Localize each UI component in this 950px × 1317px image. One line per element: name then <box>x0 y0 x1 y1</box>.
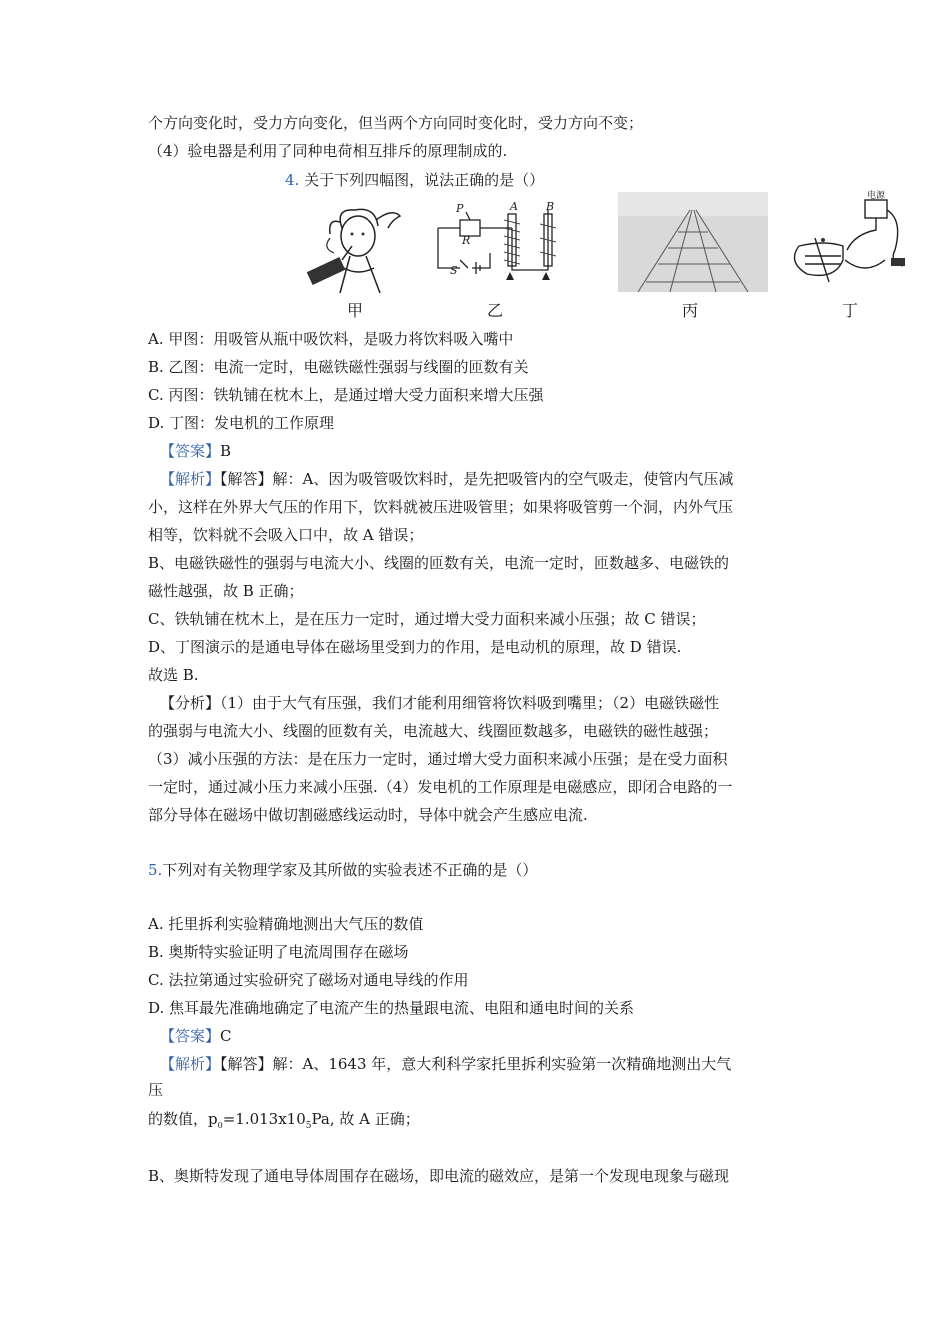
q4-analysis-text-1: 【解答】解：A、因为吸管吸饮料时，是先把吸管内的空气吸走，使管内气压减 <box>220 470 734 488</box>
circuit-label-a: A <box>510 200 518 213</box>
q5-answer-tag: 【答案】 <box>160 1027 221 1045</box>
figure-label-bing: 丙 <box>681 301 698 320</box>
figure-yi <box>430 198 570 288</box>
formula-sup: 5 <box>305 1121 312 1131</box>
q4-question <box>285 170 544 190</box>
formula-mid: =1.013x10 <box>222 1110 306 1128</box>
q4-analysis-line-5: 磁性越强，故 B 正确； <box>148 582 304 600</box>
q5-option-c: C. 法拉第通过实验研究了磁场对通电导线的作用 <box>148 971 469 989</box>
q4-fenxi-line-4: 一定时，通过减小压力来减小压强.（4）发电机的工作原理是电磁感应，即闭合电路的一 <box>148 778 733 796</box>
q5-analysis-line-2: 压 <box>148 1081 164 1099</box>
figure-bing <box>618 192 768 292</box>
q4-analysis-tag: 【解析】 <box>160 470 221 488</box>
formula-post: Pa, 故 A 正确； <box>311 1110 420 1128</box>
q4-fenxi-line-3: （3）减小压强的方法：是在压力一定时，通过增大受力面积来减小压强；是在受力面积 <box>148 750 728 768</box>
q5-option-b: B. 奥斯特实验证明了电流周围存在磁场 <box>148 943 409 961</box>
q4-analysis-line-1 <box>160 469 733 489</box>
q5-answer-value: C <box>220 1027 232 1045</box>
q5-analysis-last-line: B、奥斯特发现了通电导体周围存在磁场，即电流的磁效应，是第一个发现电现象与磁现 <box>148 1167 730 1185</box>
q4-option-a: A. 甲图：用吸管从瓶中吸饮料，是吸力将饮料吸入嘴中 <box>148 330 514 348</box>
q4-question-text: 关于下列四幅图，说法正确的是（） <box>304 171 545 189</box>
q4-analysis-line-3: 相等，饮料就不会吸入口中，故 A 错误； <box>148 526 424 544</box>
q4-fenxi-line-2: 的强弱与电流大小、线圈的匝数有关，电流越大、线圈匝数越多，电磁铁的磁性越强； <box>148 722 719 740</box>
circuit-label-s: S <box>450 264 458 277</box>
formula-pre: 的数值，p <box>148 1110 218 1128</box>
prev-line-2: （4）验电器是利用了同种电荷相互排斥的原理制成的. <box>148 142 508 160</box>
q4-analysis-line-7: D、丁图演示的是通电导体在磁场里受到力的作用，是电动机的原理，故 D 错误. <box>148 638 682 656</box>
q4-option-d: D. 丁图：发电机的工作原理 <box>148 414 335 432</box>
q5-analysis-tag: 【解析】 <box>160 1055 221 1073</box>
q5-question-text: 下列对有关物理学家及其所做的实验表述不正确的是（） <box>162 861 538 879</box>
q4-answer-tag: 【答案】 <box>160 442 221 460</box>
figure-label-ding: 丁 <box>841 301 858 320</box>
q4-analysis-line-4: B、电磁铁磁性的强弱与电流大小、线圈的匝数有关，电流一定时，匝数越多、电磁铁的 <box>148 554 730 572</box>
q4-answer <box>160 441 231 461</box>
formula-sub: 0 <box>217 1121 223 1130</box>
q5-answer <box>160 1026 232 1046</box>
q4-option-c: C. 丙图：铁轨铺在枕木上，是通过增大受力面积来增大压强 <box>148 386 544 404</box>
q5-question <box>148 860 537 880</box>
q4-number: 4. <box>285 171 300 189</box>
q4-analysis-line-2: 小，这样在外界大气压的作用下，饮料就被压进吸管里；如果将吸管剪一个洞，内外气压 <box>148 498 734 516</box>
q4-option-b: B. 乙图：电流一定时，电磁铁磁性强弱与线圈的匝数有关 <box>148 358 529 376</box>
prev-line-1: 个方向变化时，受力方向变化，但当两个方向同时变化时，受力方向不变； <box>148 114 644 132</box>
q4-analysis-line-8: 故选 B. <box>148 666 199 684</box>
q5-analysis-line-1 <box>160 1054 731 1074</box>
circuit-label-p: P <box>456 202 464 215</box>
q5-formula-line <box>148 1109 420 1136</box>
q4-analysis-line-6: C、铁轨铺在枕木上，是在压力一定时，通过增大受力面积来减小压强；故 C 错误； <box>148 610 706 628</box>
q5-option-a: A. 托里拆利实验精确地测出大气压的数值 <box>148 915 424 933</box>
figure-ding <box>785 190 915 290</box>
circuit-label-b: B <box>546 200 555 213</box>
figure-label-yi: 乙 <box>486 301 503 320</box>
q5-number: 5. <box>148 861 163 879</box>
figure-label-jia: 甲 <box>346 301 363 320</box>
device-label: 电源 <box>867 191 886 201</box>
q4-fenxi-line-1: 【分析】（1）由于大气有压强，我们才能利用细管将饮料吸到嘴里；（2）电磁铁磁性 <box>160 694 720 712</box>
q5-analysis-text-1: 【解答】解：A、1643 年，意大利科学家托里拆利实验第一次精确地测出大气 <box>220 1055 732 1073</box>
figure-jia <box>300 198 415 298</box>
q4-fenxi-line-5: 部分导体在磁场中做切割磁感线运动时，导体中就会产生感应电流. <box>148 806 588 824</box>
q4-answer-value: B <box>220 442 232 460</box>
q5-option-d: D. 焦耳最先准确地确定了电流产生的热量跟电流、电阻和通电时间的关系 <box>148 999 635 1017</box>
circuit-label-r: R <box>462 234 471 247</box>
